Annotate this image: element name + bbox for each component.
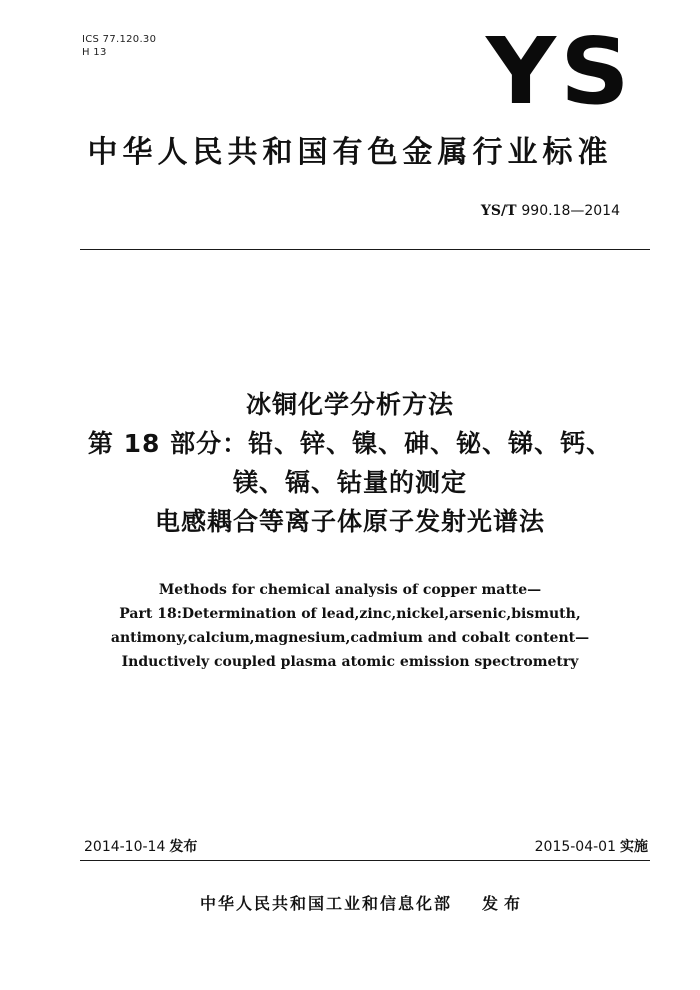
english-title-line-1: Methods for chemical analysis of copper matte— [158, 582, 542, 598]
standard-code-prefix: YS/T [480, 203, 517, 219]
ys-logo: YS [486, 18, 634, 125]
implement-label: 实施 [620, 839, 648, 855]
top-divider [80, 249, 650, 250]
publish-date-block [84, 838, 197, 856]
issuer-action: 发布 [482, 894, 527, 913]
standard-code-number: 990.18—2014 [521, 203, 620, 219]
chinese-title-line-1: 冰铜化学分析方法 [245, 390, 454, 419]
bottom-divider [80, 860, 650, 861]
chinese-title-line-3: 镁、镉、钴量的测定 [232, 468, 467, 497]
implement-date: 2015-04-01 [534, 839, 616, 855]
issuer-name: 中华人民共和国工业和信息化部 [200, 894, 453, 913]
english-title-line-4: Inductively coupled plasma atomic emission spectrometry [121, 654, 579, 670]
english-title-line-3: antimony,calcium,magnesium,cadmium and cobalt content— [110, 630, 590, 646]
classification-block [82, 33, 156, 59]
standard-code [481, 202, 620, 220]
publish-label: 发布 [169, 839, 198, 855]
publish-date: 2014-10-14 [84, 839, 166, 855]
chinese-title [0, 385, 700, 541]
issuer-line [200, 894, 526, 914]
implement-date-block [535, 838, 648, 856]
ics-code: ICS 77.120.30 [82, 34, 157, 45]
english-title-line-2: Part 18:Determination of lead,zinc,nickel,arsenic,bismuth, [119, 606, 581, 622]
chinese-title-line-4: 电感耦合等离子体原子发射光谱法 [154, 507, 545, 536]
chinese-title-line-2: 第 18 部分：铅、锌、镍、砷、铋、锑、钙、 [87, 429, 613, 458]
category-code: H 13 [82, 47, 107, 58]
english-title [0, 578, 700, 674]
standard-type-title: 中华人民共和国有色金属行业标准 [87, 135, 613, 170]
